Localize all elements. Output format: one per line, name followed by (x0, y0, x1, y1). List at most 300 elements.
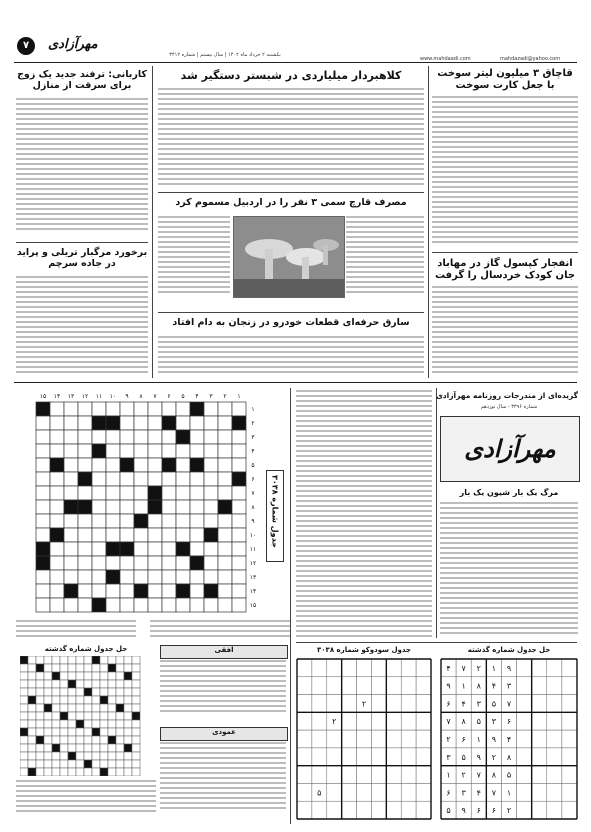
crossword-clues-across (16, 620, 136, 642)
crossword-cell (190, 542, 204, 556)
sudoku-cell (386, 712, 401, 730)
crossword-cell (162, 472, 176, 486)
crossword-cell (134, 570, 148, 584)
crossword-cell (92, 514, 106, 528)
website[interactable]: www.mahdaadi.com (420, 56, 471, 62)
solution-cell (116, 768, 124, 776)
crossword-black-cell (148, 486, 162, 500)
sudoku-cell (416, 659, 431, 677)
crossword-cell (204, 402, 218, 416)
solution-cell (100, 680, 108, 688)
solution-cell (60, 680, 68, 688)
crossword-cell (64, 458, 78, 472)
solution-cell (100, 728, 108, 736)
solution-cell (92, 768, 100, 776)
crossword-cell (162, 570, 176, 584)
sudoku-cell (342, 766, 357, 784)
solution-cell (52, 680, 60, 688)
sudoku-digit: ۳ (461, 788, 466, 798)
sudoku-digit: ۵ (491, 699, 497, 709)
crossword-column-number: ۲ (223, 393, 227, 400)
solution-cell (20, 752, 28, 760)
solution-cell (76, 664, 84, 672)
crossword-cell (106, 584, 120, 598)
headline-line: جان کودک خردسال را گرفت (434, 269, 576, 281)
sudoku-solution-cell (547, 783, 562, 801)
crossword-black-cell (92, 598, 106, 612)
solution-cell (100, 752, 108, 760)
crossword-cell (106, 598, 120, 612)
sudoku-solution-cell (517, 801, 532, 819)
sudoku-grid[interactable] (296, 658, 432, 820)
solution-cell (76, 744, 84, 752)
crossword-cell (176, 556, 190, 570)
page-number-badge (17, 37, 35, 55)
sudoku-cell (342, 783, 357, 801)
solution-cell (124, 728, 132, 736)
crossword-cell (36, 598, 50, 612)
sudoku-solution-cell (532, 712, 547, 730)
crossword-cell (50, 570, 64, 584)
crossword-cell (218, 570, 232, 584)
solution-cell (108, 672, 116, 680)
solution-cell (44, 712, 52, 720)
solution-cell (92, 704, 100, 712)
crossword-black-cell (148, 500, 162, 514)
sudoku-cell (342, 801, 357, 819)
crossword-cell (176, 528, 190, 542)
sudoku-cell (416, 730, 431, 748)
solution-cell (36, 768, 44, 776)
solution-cell (76, 752, 84, 760)
crossword-cell (218, 584, 232, 598)
sudoku-cell (401, 695, 416, 713)
crossword-black-cell (120, 458, 134, 472)
sudoku-digit: ۹ (506, 663, 512, 673)
crossword-black-cell (78, 500, 92, 514)
crossword-cell (148, 584, 162, 598)
solution-black-cell (52, 744, 60, 752)
sudoku-solution-cell (532, 659, 547, 677)
solution-black-cell (28, 768, 36, 776)
crossword-black-cell (190, 402, 204, 416)
solution-cell (60, 704, 68, 712)
sudoku-digit: ۳ (506, 681, 512, 691)
solution-cell (76, 712, 84, 720)
crossword-cell (92, 472, 106, 486)
solution-cell (36, 704, 44, 712)
solution-black-cell (20, 728, 28, 736)
solution-cell (28, 664, 36, 672)
column-article-text (296, 390, 432, 640)
mushroom-article-text-left (158, 216, 230, 296)
crossword-cell (78, 486, 92, 500)
crossword-cell (36, 458, 50, 472)
solution-cell (20, 696, 28, 704)
solution-cell (132, 736, 140, 744)
solution-black-cell (92, 656, 100, 664)
crossword-cell (148, 570, 162, 584)
sudoku-digit: ۲ (332, 717, 337, 727)
solution-black-cell (36, 664, 44, 672)
sudoku-cell (327, 695, 342, 713)
crossword-row-number: ۶ (251, 476, 255, 483)
crossword-cell (176, 500, 190, 514)
solution-cell (124, 760, 132, 768)
solution-cell (44, 768, 52, 776)
sudoku-solution-cell (517, 748, 532, 766)
selection-logo-box (440, 416, 580, 482)
solution-cell (132, 680, 140, 688)
mushroom-headline: مصرف قارچ سمی ۳ نفر را در اردبیل مسموم کرد (175, 197, 407, 208)
sudoku-cell (312, 695, 327, 713)
sudoku-cell (386, 783, 401, 801)
crossword-cell (120, 500, 134, 514)
sudoku-cell (297, 801, 312, 819)
solution-cell (44, 680, 52, 688)
solution-cell (132, 664, 140, 672)
crossword-cell (176, 402, 190, 416)
crossword-cell (218, 416, 232, 430)
sudoku-solution-cell (532, 766, 547, 784)
sudoku-title: جدول سودوکو شماره ۳۰۳۸ (317, 646, 411, 654)
crossword-black-cell (134, 514, 148, 528)
column-rule (290, 388, 291, 824)
solution-cell (92, 664, 100, 672)
sudoku-digit: ۲ (491, 752, 497, 762)
headline-line: در جاده سرچم (48, 257, 116, 269)
crossword-row-number: ۱ (251, 406, 255, 413)
crossword-cell (120, 430, 134, 444)
solution-cell (28, 704, 36, 712)
crossword-cell (232, 486, 246, 500)
crossword-cell (120, 514, 134, 528)
sudoku-digit: ۸ (461, 717, 466, 727)
sudoku-cell (297, 695, 312, 713)
solution-cell (116, 656, 124, 664)
crossword-cell (92, 556, 106, 570)
crossword-cell (134, 556, 148, 570)
sudoku-digit: ۲ (361, 699, 367, 709)
sudoku-cell (357, 783, 372, 801)
crossword-cell (78, 598, 92, 612)
crossword-grid[interactable] (16, 388, 264, 616)
sudoku-cell (357, 730, 372, 748)
crossword-cell (78, 458, 92, 472)
crossword-cell (50, 486, 64, 500)
solution-cell (100, 736, 108, 744)
crossword-row-number: ۸ (251, 504, 255, 511)
sudoku-solution-cell (532, 677, 547, 695)
solution-cell (76, 688, 84, 696)
crossword-cell (78, 542, 92, 556)
crossword-cell (78, 528, 92, 542)
crossword-cell (106, 444, 120, 458)
solution-cell (68, 664, 76, 672)
crossword-cell (218, 444, 232, 458)
solution-cell (108, 720, 116, 728)
solution-cell (84, 712, 92, 720)
sudoku-cell (342, 677, 357, 695)
crossword-cell (190, 528, 204, 542)
crossword-cell (204, 542, 218, 556)
solution-cell (100, 656, 108, 664)
sudoku-digit: ۸ (476, 681, 481, 691)
crossword-cell (232, 430, 246, 444)
crossword-clues-across-text (160, 660, 286, 722)
sudoku-solution-cell (547, 748, 562, 766)
solution-cell (52, 656, 60, 664)
sudoku-digit: ۳ (491, 717, 497, 727)
crossword-column-number: ۱۱ (95, 393, 103, 400)
sudoku-cell (297, 783, 312, 801)
section-rule (296, 642, 577, 643)
solution-cell (84, 664, 92, 672)
crossword-cell (92, 402, 106, 416)
sudoku-solution-cell (547, 712, 562, 730)
sudoku-cell (416, 712, 431, 730)
crossword-black-cell (36, 542, 50, 556)
email[interactable]: mahdazadi@yahoo.com (500, 56, 561, 62)
fuel-smuggling-headline (432, 68, 578, 91)
selection-title: گزیده‌ای از مندرجات روزنامه مهرآزادی (435, 391, 578, 400)
crossword-row-number: ۴ (251, 448, 255, 455)
crossword-black-cell (64, 584, 78, 598)
sudoku-cell (312, 712, 327, 730)
sudoku-cell (297, 730, 312, 748)
crossword-cell (162, 486, 176, 500)
crossword-cell (204, 486, 218, 500)
solution-cell (44, 664, 52, 672)
headline-line: قاچاق ۳ میلیون لیتر سوخت (437, 68, 573, 79)
crossword-black-cell (232, 416, 246, 430)
crossword-cell (134, 416, 148, 430)
crossword-cell (134, 500, 148, 514)
article-divider (16, 242, 148, 243)
sudoku-cell (297, 712, 312, 730)
sudoku-solution-cell (517, 695, 532, 713)
crossword-cell (50, 402, 64, 416)
solution-cell (92, 680, 100, 688)
crossword-cell (78, 430, 92, 444)
sudoku-solution-cell (562, 730, 577, 748)
crossword-black-cell (92, 444, 106, 458)
crossword-title: جدول شماره ۳۰۳۸ (270, 475, 280, 548)
sudoku-cell (327, 783, 342, 801)
solution-black-cell (108, 736, 116, 744)
crossword-cell (106, 514, 120, 528)
crossword-cell (36, 570, 50, 584)
sudoku-cell (401, 783, 416, 801)
crossword-row-number: ۱۲ (249, 560, 257, 567)
crossword-cell (78, 444, 92, 458)
sudoku-cell (312, 677, 327, 695)
crossword-cell (162, 598, 176, 612)
solution-cell (116, 736, 124, 744)
mushroom-article-text-right (346, 216, 424, 296)
sudoku-digit: ۱ (461, 681, 466, 691)
solution-cell (36, 688, 44, 696)
solution-cell (20, 664, 28, 672)
sudoku-digit: ۶ (506, 717, 512, 727)
sudoku-solution-grid (440, 658, 578, 820)
sudoku-solution-cell (517, 712, 532, 730)
crossword-cell (64, 528, 78, 542)
crossword-cell (78, 556, 92, 570)
crossword-cell (134, 542, 148, 556)
crossword-cell (134, 528, 148, 542)
solution-black-cell (100, 696, 108, 704)
crossword-cell (148, 472, 162, 486)
sudoku-cell (401, 677, 416, 695)
solution-cell (60, 736, 68, 744)
crossword-column-number: ۱۵ (39, 393, 47, 400)
sudoku-solution-cell (562, 801, 577, 819)
crossword-cell (190, 444, 204, 458)
solution-cell (52, 760, 60, 768)
sudoku-cell (312, 766, 327, 784)
solution-cell (44, 752, 52, 760)
sudoku-digit: ۷ (461, 663, 466, 673)
fraudster-article-text (158, 88, 424, 188)
sudoku-cell (416, 801, 431, 819)
crossword-cell (204, 598, 218, 612)
solution-black-cell (124, 744, 132, 752)
crossword-cell (232, 458, 246, 472)
crossword-cell (176, 598, 190, 612)
solution-black-cell (100, 768, 108, 776)
crossword-cell (50, 430, 64, 444)
solution-cell (116, 752, 124, 760)
sudoku-digit: ۴ (476, 788, 481, 798)
crossword-cell (36, 472, 50, 486)
solution-cell (100, 760, 108, 768)
solution-cell (116, 688, 124, 696)
solution-cell (36, 712, 44, 720)
solution-cell (116, 712, 124, 720)
crossword-cell (64, 444, 78, 458)
solution-cell (92, 760, 100, 768)
crossword-column-number: ۹ (125, 393, 129, 400)
solution-cell (44, 696, 52, 704)
sudoku-cell (357, 677, 372, 695)
solution-cell (132, 672, 140, 680)
solution-black-cell (44, 704, 52, 712)
solution-cell (116, 760, 124, 768)
solution-cell (36, 656, 44, 664)
sudoku-digit: ۲ (506, 806, 512, 816)
crossword-cell (36, 444, 50, 458)
solution-cell (108, 696, 116, 704)
crossword-black-cell (176, 584, 190, 598)
crossword-row-number: ۱۴ (249, 588, 257, 595)
sudoku-cell (371, 801, 386, 819)
headline-line: انفجار کپسول گاز در مهاباد (437, 258, 573, 269)
solution-cell (20, 672, 28, 680)
headline-line: برای سرقت از منازل (32, 79, 132, 91)
crossword-cell (176, 472, 190, 486)
sudoku-cell (357, 712, 372, 730)
sudoku-cell (401, 748, 416, 766)
crossword-cell (162, 444, 176, 458)
crossword-column-number: ۳ (209, 393, 213, 400)
crossword-cell (162, 528, 176, 542)
crossword-cell (92, 584, 106, 598)
crossword-column-number: ۱۰ (109, 393, 117, 400)
solution-cell (20, 768, 28, 776)
sudoku-cell (342, 659, 357, 677)
crossword-cell (106, 458, 120, 472)
solution-black-cell (124, 672, 132, 680)
crossword-row-number: ۵ (251, 462, 255, 469)
crossword-cell (218, 402, 232, 416)
issue-line: یکشنبه ۲ خرداد ماه ۱۴۰۲ | سال بیستم | شماره ۳۴۱۲ (169, 52, 281, 58)
solution-cell (76, 656, 84, 664)
solution-cell (68, 760, 76, 768)
sudoku-cell (357, 766, 372, 784)
crossword-cell (78, 402, 92, 416)
crossword-cell (232, 584, 246, 598)
sudoku-digit: ۶ (461, 735, 466, 744)
selection-subtitle: شماره ۳۳۹۶ - سال نوزدهم (480, 404, 538, 410)
sudoku-digit: ۵ (506, 770, 512, 780)
solution-cell (108, 688, 116, 696)
solution-cell (28, 744, 36, 752)
sudoku-digit: ۶ (476, 806, 481, 816)
sudoku-solution-cell (517, 659, 532, 677)
headline-line: با جعل کارت سوخت (455, 79, 555, 91)
sudoku-solution-cell (532, 748, 547, 766)
crossword-cell (232, 514, 246, 528)
crossword-black-cell (204, 528, 218, 542)
solution-cell (84, 752, 92, 760)
crossword-black-cell (218, 500, 232, 514)
couple-theft-headline (16, 70, 148, 92)
crossword-cell (204, 500, 218, 514)
crossword-cell (106, 430, 120, 444)
crossword-black-cell (106, 570, 120, 584)
crossword-cell (204, 444, 218, 458)
crossword-cell (106, 500, 120, 514)
solution-cell (92, 720, 100, 728)
solution-cell (116, 720, 124, 728)
solution-cell (76, 680, 84, 688)
crossword-cell (190, 430, 204, 444)
crossword-black-cell (36, 402, 50, 416)
sudoku-cell (401, 801, 416, 819)
sudoku-cell (327, 659, 342, 677)
solution-cell (100, 744, 108, 752)
across-label: افقی (214, 646, 234, 654)
sudoku-digit: ۹ (491, 735, 497, 744)
solution-cell (60, 768, 68, 776)
crossword-black-cell (162, 458, 176, 472)
crossword-cell (190, 472, 204, 486)
crossword-cell (64, 570, 78, 584)
sudoku-digit: ۱ (446, 770, 451, 780)
solution-cell (84, 744, 92, 752)
crossword-cell (218, 556, 232, 570)
solution-cell (124, 664, 132, 672)
down-label-box (160, 727, 288, 741)
sudoku-cell (342, 730, 357, 748)
crossword-cell (64, 542, 78, 556)
solution-cell (28, 720, 36, 728)
crossword-cell (148, 556, 162, 570)
crossword-cell (50, 500, 64, 514)
solution-cell (52, 752, 60, 760)
section-rule (14, 382, 577, 383)
